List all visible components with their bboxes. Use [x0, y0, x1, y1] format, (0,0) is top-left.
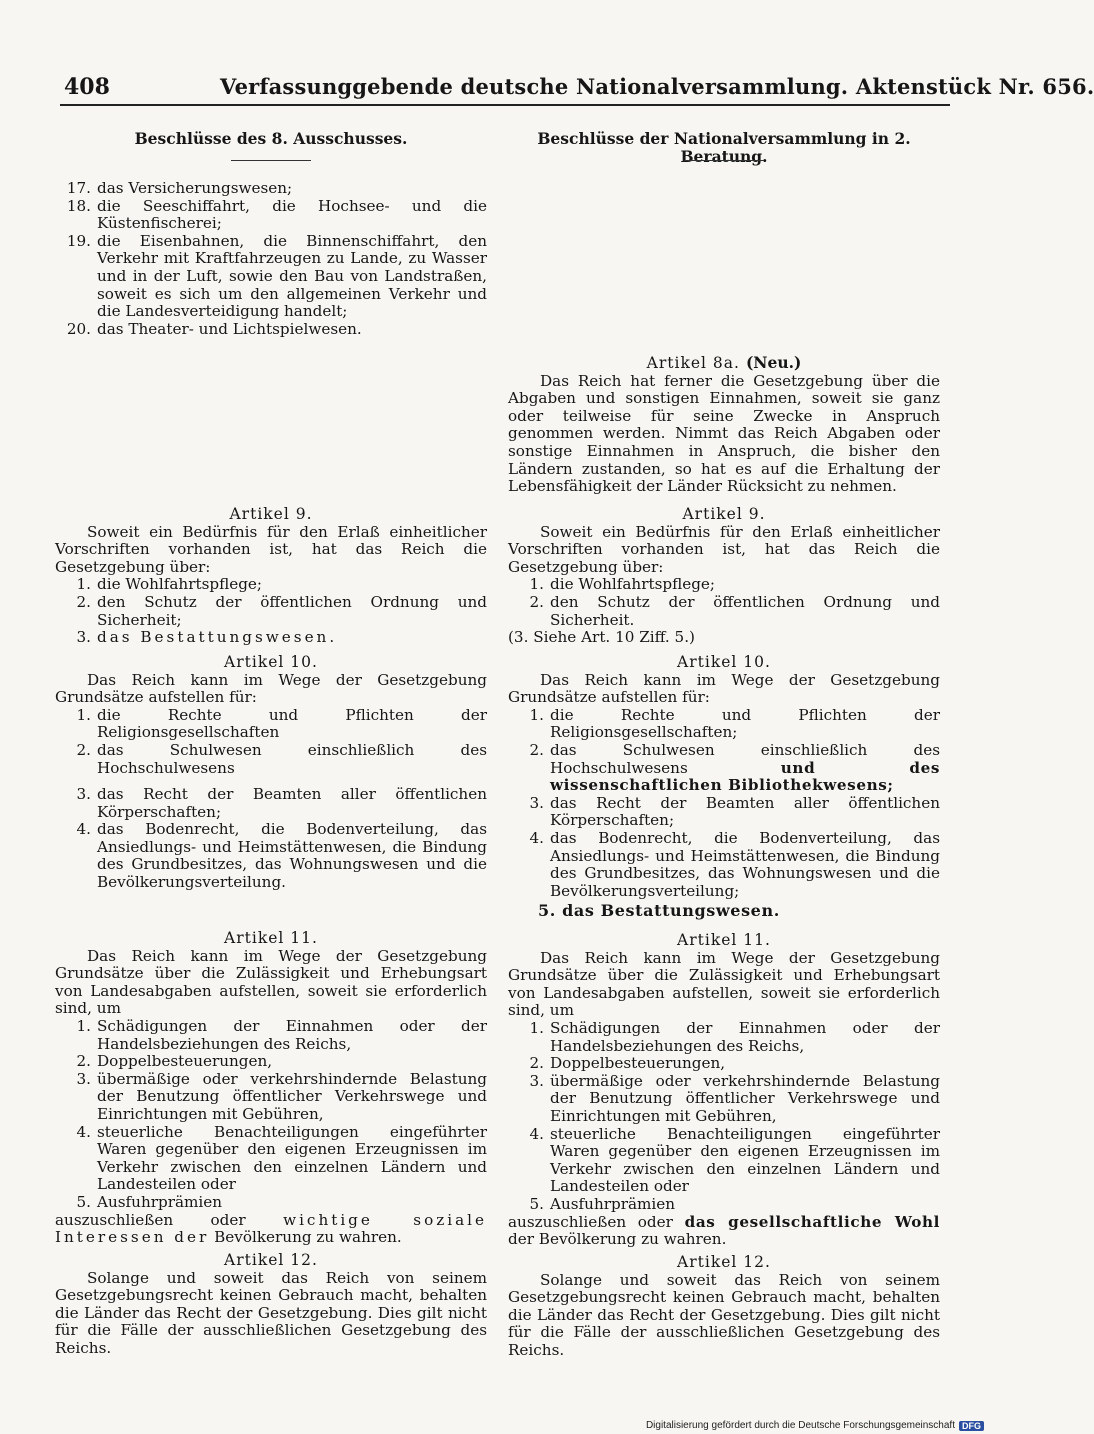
article-intro: Das Reich kann im Wege der Gesetzgebung Grundsätze über die Zulässigkeit und Erhebungsart von Landesabgaben aufstellen, soweit sie erforderlich sind, um [508, 948, 940, 1020]
article-title: Artikel 11. [677, 931, 771, 949]
list-item: 17. das Versicherungswesen; [66, 179, 293, 197]
article-text: Solange und soweit das Reich von seinem Gesetzgebungsrecht keinen Gebrauch macht, behalten die Länder das Recht der Gesetzgebung. Dies gilt nicht für die Fälle der ausschließlichen Gesetzgebung des Reichs. [55, 1268, 487, 1357]
amendment-item-5: 5. das Bestattungswesen. [538, 901, 780, 921]
article-title: Artikel 9. [229, 505, 313, 523]
right-column-heading: Beschlüsse der Nationalversammlung in 2. Beratung. [537, 129, 911, 166]
left-article-11 [55, 930, 487, 1247]
page-number: 408 [64, 74, 110, 100]
article-title: Artikel 12. [677, 1253, 771, 1271]
list-item: 2. Doppelbesteuerungen, [76, 1052, 273, 1071]
list-item: 18. die Seeschiffahrt, die Hochsee- und die Küstenfischerei; [66, 196, 487, 233]
left-article-10 [55, 654, 487, 777]
list-item: 5. Ausfuhrprämien [76, 1192, 223, 1211]
list-item: 5. Ausfuhrprämien [529, 1194, 676, 1213]
list-item: 1. Schädigungen der Einnahmen oder der Handelsbeziehungen des Reichs, [529, 1018, 940, 1055]
list-item: 2. den Schutz der öffentlichen Ordnung und Sicherheit. [529, 592, 940, 629]
left-article-9 [55, 506, 487, 647]
left-article-12 [55, 1252, 487, 1358]
list-item: 2. das Schulwesen einschließlich des Hochschulwesens und des wissenschaftlichen Bibliothekwesens; [529, 740, 941, 795]
article-title: Artikel 10. [224, 653, 318, 671]
right-article-9 [508, 506, 940, 647]
article-title: Artikel 10. [677, 653, 771, 671]
left-column-heading: Beschlüsse des 8. Ausschusses. [134, 129, 408, 148]
list-item: 19. die Eisenbahnen, die Binnenschiffahrt, den Verkehr mit Kraftfahrzeugen zu Lande, zu Wasser und in der Luft, sowie den Bau von Landstraßen, soweit es sich um den allgemeinen Verkehr und die Landesverteidigung handelt; [66, 231, 487, 321]
list-item: 3. das Bestattungswesen. [76, 628, 338, 647]
footer-text: Digitalisierung gefördert durch die Deutsche Forschungsgemeinschaft [645, 1420, 955, 1431]
right-article-12 [508, 1254, 940, 1360]
cross-reference-note: (3. Siehe Art. 10 Ziff. 5.) [508, 628, 695, 647]
page-header [50, 74, 1094, 104]
list-item: 4. das Bodenrecht, die Bodenverteilung, das Ansiedlungs- und Heimstättenwesen, die Bindung des Grundbesitzes, das Wohnungswesen und die Bevölkerungsverteilung. [76, 820, 487, 891]
list-item: 1. die Rechte und Pflichten der Religionsgesellschaften; [529, 705, 940, 742]
article-intro: Soweit ein Bedürfnis für den Erlaß einheitlicher Vorschriften vorhanden ist, hat das Reich die Gesetzgebung über: [508, 522, 940, 576]
list-item: 2. Doppelbesteuerungen, [529, 1054, 726, 1073]
right-heading-rule [684, 160, 764, 161]
digitization-footer [646, 1420, 984, 1431]
left-article-10-cont [55, 786, 487, 892]
right-article-8a [508, 354, 940, 496]
article-intro: Das Reich kann im Wege der Gesetzgebung Grundsätze aufstellen für: [55, 670, 487, 707]
article-outro: auszuschließen oder wichtige soziale Interessen der Bevölkerung zu wahren. [55, 1210, 488, 1247]
amendment-bold: das gesellschaftliche Wohl [684, 1212, 940, 1231]
article-title: Artikel 8a. (Neu.) [646, 353, 802, 372]
header-rule [60, 104, 950, 106]
list-item: 4. steuerliche Benachteiligungen eingeführter Waren gegenüber den eigenen Erzeugnissen im Verkehr zwischen den einzelnen Ländern und Landesteilen oder [76, 1122, 487, 1194]
article-intro: Soweit ein Bedürfnis für den Erlaß einheitlicher Vorschriften vorhanden ist, hat das Reich die Gesetzgebung über: [55, 522, 487, 576]
list-item: 2. das Schulwesen einschließlich des Hochschulwesens [76, 740, 487, 777]
article-intro: Das Reich kann im Wege der Gesetzgebung Grundsätze über die Zulässigkeit und Erhebungsart von Landesabgaben aufstellen, soweit sie erforderlich sind, um [55, 946, 487, 1018]
list-item: 1. die Wohlfahrtspflege; [529, 575, 716, 594]
left-items-top [55, 180, 487, 338]
dfg-logo: DFG [959, 1421, 984, 1431]
list-item: 1. die Wohlfahrtspflege; [76, 575, 263, 594]
right-article-11 [508, 932, 940, 1249]
article-text: Solange und soweit das Reich von seinem Gesetzgebungsrecht keinen Gebrauch macht, behalten die Länder das Recht der Gesetzgebung. Dies gilt nicht für die Fälle der ausschließlichen Gesetzgebung des Reichs. [508, 1270, 940, 1359]
list-item: 4. das Bodenrecht, die Bodenverteilung, das Ansiedlungs- und Heimstättenwesen, die Bindung des Grundbesitzes, das Wohnungswesen und die Bevölkerungsverteilung; [529, 828, 940, 900]
list-item: 1. Schädigungen der Einnahmen oder der Handelsbeziehungen des Reichs, [76, 1016, 487, 1053]
list-item: 1. die Rechte und Pflichten der Religionsgesellschaften [76, 705, 487, 742]
article-outro: auszuschließen oder das gesellschaftliche Wohl der Bevölkerung zu wahren. [508, 1212, 940, 1249]
new-marker: (Neu.) [745, 353, 802, 372]
amendment-bold: und des wissenschaftlichen Bibliothekwesens; [550, 758, 941, 795]
article-title: Artikel 11. [224, 929, 318, 947]
article-title: Artikel 12. [224, 1251, 318, 1269]
list-item: 3. das Recht der Beamten aller öffentlichen Körperschaften; [529, 793, 940, 830]
list-item: 20. das Theater- und Lichtspielwesen. [66, 319, 362, 338]
article-intro: Das Reich kann im Wege der Gesetzgebung Grundsätze aufstellen für: [508, 670, 940, 707]
list-item: 3. das Recht der Beamten aller öffentlichen Körperschaften; [76, 785, 487, 821]
article-text: Das Reich hat ferner die Gesetzgebung über die Abgaben und sonstigen Einnahmen, soweit sie ganz oder teilweise für seine Zwecke in Anspruch genommen werden. Nimmt das Reich Abgaben oder sonstige Einnahmen in Anspruch, die bisher den Ländern zustanden, so hat es auf die Erhaltung der Lebensfähigkeit der Länder Rücksicht zu nehmen. [508, 371, 940, 496]
list-item: 3. übermäßige oder verkehrshindernde Belastung der Benutzung öffentlicher Verkehrswege und Einrichtungen mit Gebühren, [529, 1071, 940, 1125]
article-title: Artikel 9. [682, 505, 766, 523]
left-heading-rule [231, 160, 311, 161]
list-item: 4. steuerliche Benachteiligungen eingeführter Waren gegenüber den eigenen Erzeugnissen im Verkehr zwischen den einzelnen Ländern und Landesteilen oder [529, 1124, 940, 1196]
right-article-10 [508, 654, 940, 920]
list-item: 3. übermäßige oder verkehrshindernde Belastung der Benutzung öffentlicher Verkehrswege und Einrichtungen mit Gebühren, [76, 1069, 487, 1123]
list-item: 2. den Schutz der öffentlichen Ordnung und Sicherheit; [76, 592, 487, 629]
running-title: Verfassunggebende deutsche Nationalversammlung. Aktenstück Nr. 656. [220, 74, 1094, 99]
